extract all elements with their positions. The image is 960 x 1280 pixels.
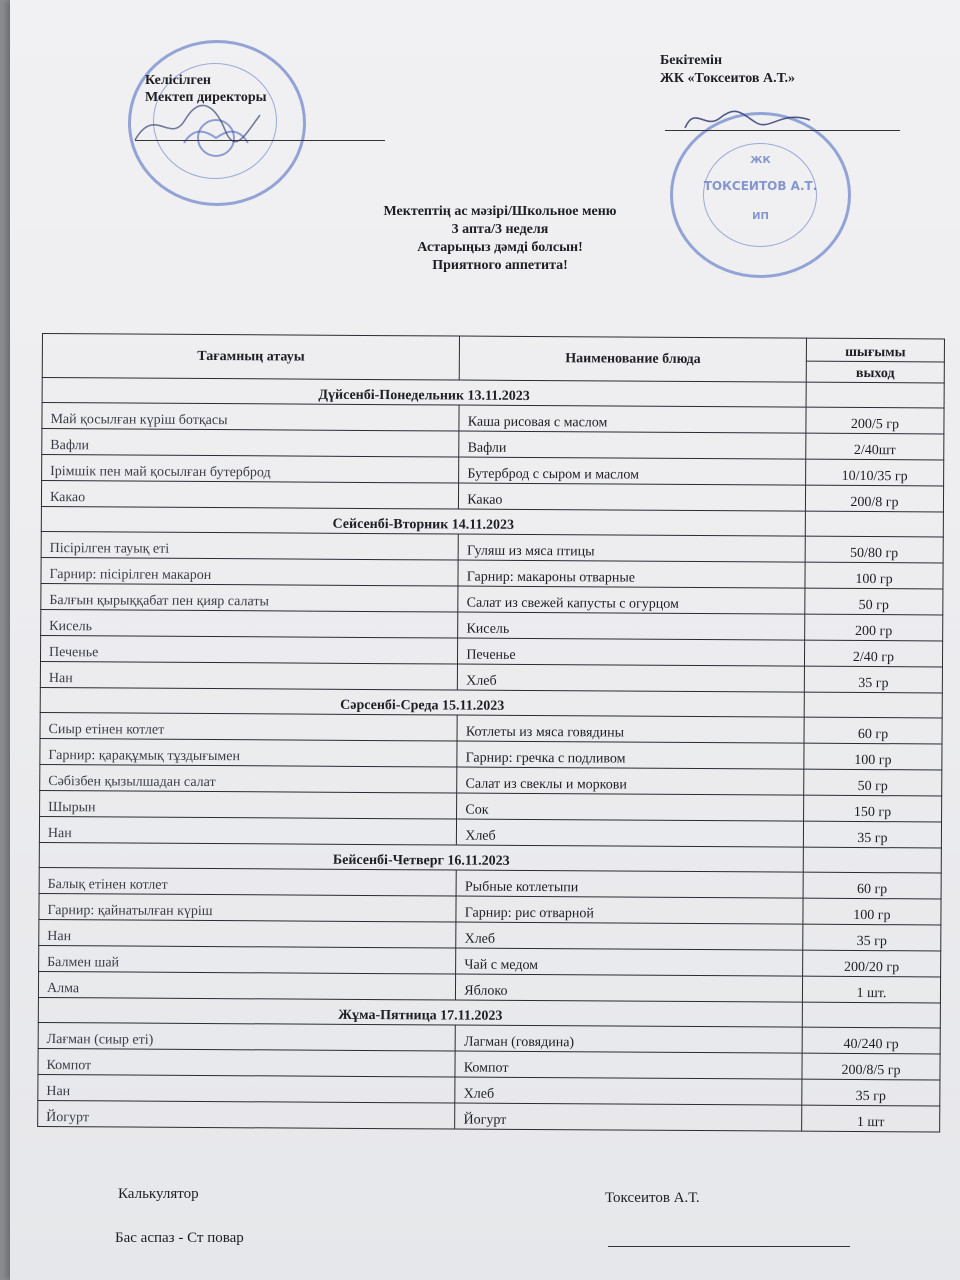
dish-name-kz: Шырын bbox=[40, 790, 457, 819]
dish-name-kz: Гарнир: пісірілген макарон bbox=[41, 557, 458, 586]
dish-name-kz: Нан bbox=[40, 661, 457, 690]
day-title: Бейсенбі-Четверг 16.11.2023 bbox=[39, 842, 803, 872]
day-out-empty bbox=[804, 692, 942, 718]
menu-table bbox=[37, 333, 945, 1133]
menu-body bbox=[38, 378, 945, 1132]
dish-name-ru: Салат из свежей капусты с огурцом bbox=[458, 586, 805, 614]
footer-chef: Бас аспаз - Ст повар bbox=[115, 1230, 244, 1246]
dish-name-kz: Балғын қырыққабат пен қияр салаты bbox=[41, 583, 458, 612]
day-title: Сәрсенбі-Среда 15.11.2023 bbox=[40, 687, 804, 717]
dish-name-ru: Печенье bbox=[458, 638, 805, 666]
dish-output: 2/40шт bbox=[806, 433, 944, 460]
day-out-empty bbox=[806, 382, 944, 408]
menu-row bbox=[38, 1100, 940, 1132]
document-sheet bbox=[10, 0, 960, 1280]
dish-output: 50/80 гр bbox=[805, 536, 943, 563]
dish-output: 200/8 гр bbox=[805, 485, 943, 512]
dish-output: 50 гр bbox=[804, 769, 942, 796]
menu-title: Мектептің ас мәзірі/Школьное меню bbox=[383, 204, 617, 219]
agreed-position: Мектеп директоры bbox=[145, 90, 267, 105]
day-out-empty bbox=[803, 847, 941, 873]
dish-name-ru: Котлеты из мяса говядины bbox=[457, 715, 804, 743]
dish-output: 150 гр bbox=[803, 795, 941, 822]
dish-name-ru: Рыбные котлетыпи bbox=[456, 870, 803, 898]
agreed-signature-line bbox=[135, 140, 385, 141]
dish-name-kz: Балық етінен котлет bbox=[39, 867, 456, 896]
dish-output: 35 гр bbox=[803, 821, 941, 848]
dish-output: 35 гр bbox=[802, 1079, 940, 1106]
footer-calculator: Калькулятор bbox=[118, 1186, 199, 1202]
dish-name-ru: Гуляш из мяса птицы bbox=[458, 534, 805, 562]
dish-name-kz: Йогурт bbox=[38, 1100, 455, 1129]
dish-output: 35 гр bbox=[804, 666, 942, 693]
dish-output: 100 гр bbox=[805, 562, 943, 589]
day-out-empty bbox=[802, 1002, 940, 1028]
day-title: Жұма-Пятница 17.11.2023 bbox=[38, 997, 802, 1027]
dish-output: 200/8/5 гр bbox=[802, 1053, 940, 1080]
dish-output: 200/20 гр bbox=[803, 950, 941, 977]
dish-name-ru: Хлеб bbox=[455, 1077, 802, 1105]
dish-name-kz: Какао bbox=[41, 481, 458, 510]
dish-output: 1 шт bbox=[802, 1105, 940, 1132]
dish-output: 40/240 гр bbox=[802, 1027, 940, 1054]
dish-name-ru: Компот bbox=[455, 1051, 802, 1079]
dish-output: 50 гр bbox=[805, 588, 943, 615]
dish-name-kz: Нан bbox=[39, 919, 456, 948]
dish-name-ru: Хлеб bbox=[456, 922, 803, 950]
dish-name-kz: Сәбізбен қызылшадан салат bbox=[40, 764, 457, 793]
bon-appetit-kz: Астарыңыз дәмді болсын! bbox=[417, 240, 583, 255]
dish-name-ru: Чай с медом bbox=[456, 948, 803, 976]
dish-name-kz: Лағман (сиыр еті) bbox=[38, 1022, 455, 1051]
dish-name-ru: Кисель bbox=[458, 612, 805, 640]
col-header-out-ru: выход bbox=[806, 361, 944, 383]
dish-name-ru: Хлеб bbox=[457, 819, 804, 847]
dish-name-kz: Алма bbox=[38, 971, 455, 1000]
approved-signature-line bbox=[665, 130, 900, 131]
dish-output: 35 гр bbox=[803, 924, 941, 951]
dish-name-kz: Вафли bbox=[42, 429, 459, 458]
agreed-label: Келісілген bbox=[145, 73, 211, 88]
dish-name-ru: Сок bbox=[457, 793, 804, 821]
stamp-text-3: ИП bbox=[752, 211, 769, 222]
dish-output: 10/10/35 гр bbox=[806, 459, 944, 486]
approved-person: ЖК «Токсеитов А.Т.» bbox=[660, 71, 796, 86]
dish-name-ru: Салат из свеклы и моркови bbox=[457, 767, 804, 795]
approved-label: Бекітемін bbox=[660, 53, 723, 68]
dish-name-ru: Какао bbox=[459, 483, 806, 511]
dish-name-ru: Йогурт bbox=[455, 1103, 802, 1131]
dish-name-ru: Бутерброд с сыром и маслом bbox=[459, 457, 806, 485]
col-header-ru: Наименование блюда bbox=[460, 336, 807, 382]
dish-name-ru: Гарнир: гречка с подливом bbox=[457, 741, 804, 769]
dish-name-ru: Яблоко bbox=[456, 974, 803, 1002]
dish-name-ru: Гарнир: макароны отварные bbox=[458, 560, 805, 588]
day-title: Дүйсенбі-Понедельник 13.11.2023 bbox=[42, 378, 806, 408]
dish-name-kz: Сиыр етінен котлет bbox=[40, 712, 457, 741]
dish-output: 100 гр bbox=[804, 743, 942, 770]
day-title: Сейсенбі-Вторник 14.11.2023 bbox=[41, 506, 805, 536]
dish-output: 1 шт. bbox=[802, 976, 940, 1003]
footer-name: Токсеитов А.Т. bbox=[605, 1190, 700, 1206]
dish-name-kz: Пісірілген тауық еті bbox=[41, 531, 458, 560]
footer-signature-line bbox=[608, 1246, 850, 1247]
bon-appetit-ru: Приятного аппетита! bbox=[432, 258, 568, 273]
dish-output: 60 гр bbox=[804, 717, 942, 744]
dish-name-kz: Компот bbox=[38, 1048, 455, 1077]
dish-name-kz: Нан bbox=[38, 1074, 455, 1103]
dish-name-kz: Балмен шай bbox=[39, 945, 456, 974]
dish-name-kz: Нан bbox=[39, 816, 456, 845]
dish-name-ru: Вафли bbox=[459, 431, 806, 459]
dish-output: 2/40 гр bbox=[804, 640, 942, 667]
approver-signature bbox=[680, 100, 820, 140]
dish-name-ru: Хлеб bbox=[458, 664, 805, 692]
dish-name-kz: Ірімшік пен май қосылған бутерброд bbox=[42, 455, 459, 484]
dish-name-ru: Гарнир: рис отварной bbox=[456, 896, 803, 924]
stamp-text-2: ТОКСЕИТОВ А.Т. bbox=[703, 179, 818, 193]
stamp-text-1: ЖК bbox=[750, 155, 771, 166]
dish-name-kz: Кисель bbox=[41, 609, 458, 638]
dish-output: 100 гр bbox=[803, 898, 941, 925]
dish-output: 200/5 гр bbox=[806, 407, 944, 434]
dish-name-ru: Лагман (говядина) bbox=[455, 1025, 802, 1053]
col-header-out-kz: шығымы bbox=[806, 338, 944, 362]
approved-block bbox=[660, 52, 795, 88]
dish-output: 200 гр bbox=[805, 614, 943, 641]
col-header-kz: Тағамның атауы bbox=[42, 334, 460, 381]
dish-name-kz: Гарнир: қарақұмық тұздығымен bbox=[40, 738, 457, 767]
day-out-empty bbox=[805, 511, 943, 537]
menu-title-block bbox=[310, 203, 690, 275]
dish-output: 60 гр bbox=[803, 872, 941, 899]
director-signature bbox=[125, 95, 265, 155]
dish-name-ru: Каша рисовая с маслом bbox=[459, 405, 806, 433]
dish-name-kz: Май қосылған күріш ботқасы bbox=[42, 403, 459, 432]
menu-week: 3 апта/3 неделя bbox=[451, 222, 549, 237]
dish-name-kz: Гарнир: қайнатылған күріш bbox=[39, 893, 456, 922]
dish-name-kz: Печенье bbox=[40, 635, 457, 664]
